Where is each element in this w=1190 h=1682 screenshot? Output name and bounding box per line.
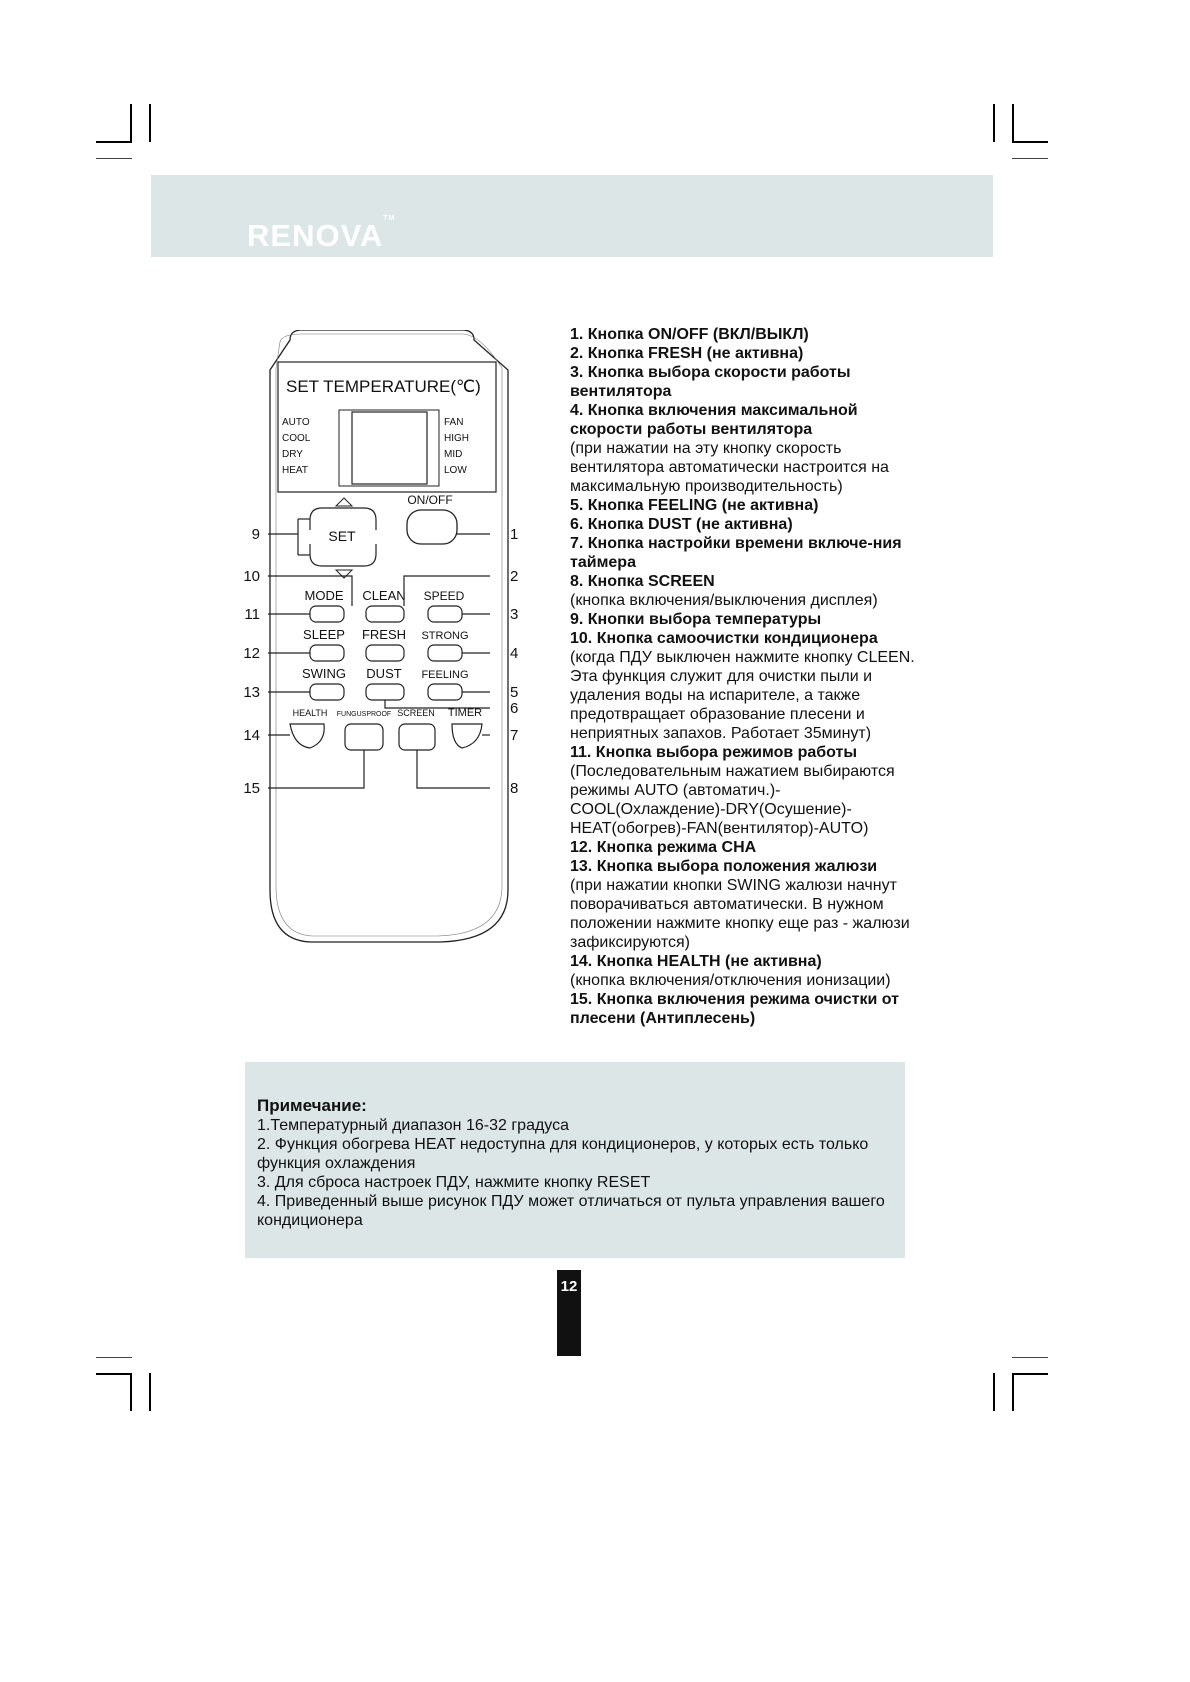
sleep-label: SLEEP [303,627,345,642]
legend-item: 8. Кнопка SCREEN [570,573,715,590]
note-line: 4. Приведенный выше рисунок ПДУ может отличаться от пульта управления вашего кондиционера [257,1193,885,1229]
swing-button [310,684,344,700]
header-band [151,175,993,257]
legend-item: 14. Кнопка HEALTH (не активна) [570,953,822,970]
brand-name: RENOVA [247,218,384,253]
note-lines [257,1116,887,1230]
legend-note: (кнопка включения/отключения ионизации) [570,972,891,989]
page-number-tab [557,1270,581,1356]
legend-note: (при нажатии на эту кнопку скорость вентилятора автоматически настроится на максимальную производительность) [570,440,889,495]
callout-number: 1 [510,526,519,543]
callout-number: 11 [244,606,260,623]
speed-button [428,606,462,622]
strong-label: STRONG [421,630,469,642]
legend-item: 4. Кнопка включения максимальной скорости работы вентилятора [570,402,858,438]
dust-label: DUST [366,666,402,681]
swing-label: SWING [301,666,347,681]
set-button-label: SET [328,528,356,544]
legend-note: (при нажатии кнопки SWING жалюзи начнут поворачиваться автоматически. В нужном положении нажмите кнопку еще раз - жалюзи зафиксируются) [570,877,910,951]
legend-note: (Последовательным нажатием выбираются режимы AUTO (автоматич.)-COOL(Охлаждение)-DRY(Осушение)-HEAT(обогрев)-FAN(вентилятор)-AUTO) [570,763,895,837]
fresh-button [366,645,404,661]
legend-item: 12. Кнопка режима СНА [570,839,757,856]
mode-label-right: MID [444,449,463,460]
clean-button [366,606,404,622]
dust-button [366,684,404,700]
note-box [245,1062,905,1258]
onoff-button [407,510,457,544]
legend-item: 2. Кнопка FRESH (не активна) [570,345,804,362]
legend-note: (кнопка включения/выключения дисплея) [570,592,878,609]
callout-number: 12 [243,645,260,662]
clean-label: CLEAN [362,588,406,603]
mode-label-left: HEAT [282,465,308,476]
note-line: 1.Температурный диапазон 16-32 градуса [257,1117,570,1134]
fungusproof-label: FUNGUSPROOF [336,711,392,718]
mode-label-left: DRY [282,449,303,460]
callout-number: 6 [510,700,519,717]
callout-number: 8 [510,780,519,797]
callout-number: 4 [510,645,519,662]
mode-label-right: FAN [444,417,464,428]
onoff-label: ON/OFF [407,493,453,507]
legend-item: 11. Кнопка выбора режимов работы [570,744,858,761]
legend-item: 6. Кнопка DUST (не активна) [570,516,793,533]
sleep-button [310,645,344,661]
callout-number: 15 [243,780,260,797]
legend-item: 7. Кнопка настройки времени включе-ния таймера [570,535,902,571]
fresh-label: FRESH [361,627,407,642]
fungusproof-button [345,724,383,750]
note-line: 3. Для сброса настроек ПДУ, нажмите кнопку RESET [257,1174,651,1191]
mode-label-left: COOL [282,433,311,444]
note-title: Примечание: [257,1096,367,1115]
legend-item: 15. Кнопка включения режима очистки от плесени (Антиплесень) [570,991,899,1027]
mode-label-right: HIGH [444,433,469,444]
remote-control-diagram [240,330,540,950]
callout-number: 5 [510,684,519,701]
timer-label: TIMER [447,707,483,719]
callout-number: 2 [510,568,519,585]
brand-logo [247,215,396,254]
button-legend-list [570,325,930,1028]
mode-button [310,606,344,622]
feeling-label: FEELING [421,669,469,681]
mode-label: MODE [304,588,344,603]
legend-item: 10. Кнопка самоочистки кондиционера [570,630,878,647]
callout-number: 3 [510,606,519,623]
trademark-mark: TM [383,215,396,222]
screen-button [399,724,435,750]
strong-button [428,645,462,661]
mode-label-right: LOW [444,465,467,476]
legend-note: (когда ПДУ выключен нажмите кнопку CLEEN. Эта функция служит для очистки пыли и удаления воды на испарителе, а также предотвращает образование плесени и неприятных запахов. Работает 35минут) [570,649,915,742]
legend-item: 1. Кнопка ON/OFF (ВКЛ/ВЫКЛ) [570,326,809,343]
callout-number: 10 [243,568,260,585]
callout-number: 14 [243,727,260,744]
note-line: 2. Функция обогрева HEAT недоступна для кондиционеров, у которых есть только функция охлаждения [257,1136,869,1172]
legend-item: 3. Кнопка выбора скорости работы вентилятора [570,364,851,400]
feeling-button [428,684,462,700]
legend-item: 9. Кнопки выбора температуры [570,611,822,628]
screen-label: SCREEN [397,708,435,718]
legend-item: 5. Кнопка FEELING (не активна) [570,497,819,514]
speed-label: SPEED [423,589,465,603]
callout-number: 7 [510,727,519,744]
mode-label-left: AUTO [282,417,310,428]
page-number: 12 [560,1278,578,1295]
callout-number: 13 [243,684,260,701]
health-label: HEALTH [292,708,328,718]
legend-item: 13. Кнопка выбора положения жалюзи [570,858,878,875]
lcd-screen [352,412,427,484]
callout-number: 9 [251,526,260,543]
display-title: SET TEMPERATURE(℃) [286,377,481,396]
